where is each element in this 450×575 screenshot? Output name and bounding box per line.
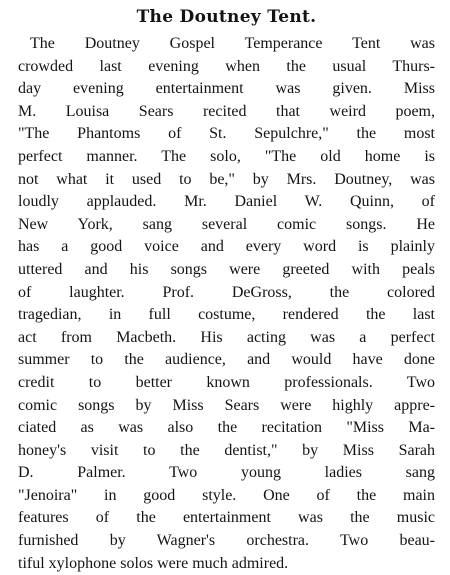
article-line: features of the entertainment was the music [18,509,435,527]
article-line: honey's visit to the dentist," by Miss Sarah [18,441,435,459]
article-line: crowded last evening when the usual Thurs- [18,57,435,75]
article-line: D. Palmer. Two young ladies sang [18,464,435,482]
article-line: "Jenoira" in good style. One of the main [18,486,435,504]
article-line: summer to the audience, and would have done [18,351,435,369]
article-line: tragedian, in full costume, rendered the last [18,306,435,324]
article-line: has a good voice and every word is plainly [18,238,435,256]
article-line: credit to better known professionals. Two [18,373,435,391]
article-line: day evening entertainment was given. Miss [18,80,435,98]
article-line: act from Macbeth. His acting was a perfect [18,328,435,346]
article-line: M. Louisa Sears recited that weird poem, [18,102,435,120]
article-line: New York, sang several comic songs. He [18,215,435,233]
article-body [18,33,435,575]
article-line: of laughter. Prof. DeGross, the colored [18,283,435,301]
article-line: uttered and his songs were greeted with peals [18,260,435,278]
article-line: ciated as was also the recitation "Miss Ma- [18,419,435,437]
article-line: perfect manner. The solo, "The old home is [18,147,435,165]
article-line: The Doutney Gospel Temperance Tent was [30,35,435,52]
article-line: loudly applauded. Mr. Daniel W. Quinn, of [18,193,435,211]
article-headline: The Doutney Tent. [136,7,317,27]
article-line: comic songs by Miss Sears were highly appre- [18,396,435,414]
article-line: tiful xylophone solos were much admired. [18,554,289,572]
article-line: not what it used to be," by Mrs. Doutney, was [18,170,435,188]
article-line: furnished by Wagner's orchestra. Two beau- [18,532,435,550]
article-line: "The Phantoms of St. Sepulchre," the most [18,125,435,143]
